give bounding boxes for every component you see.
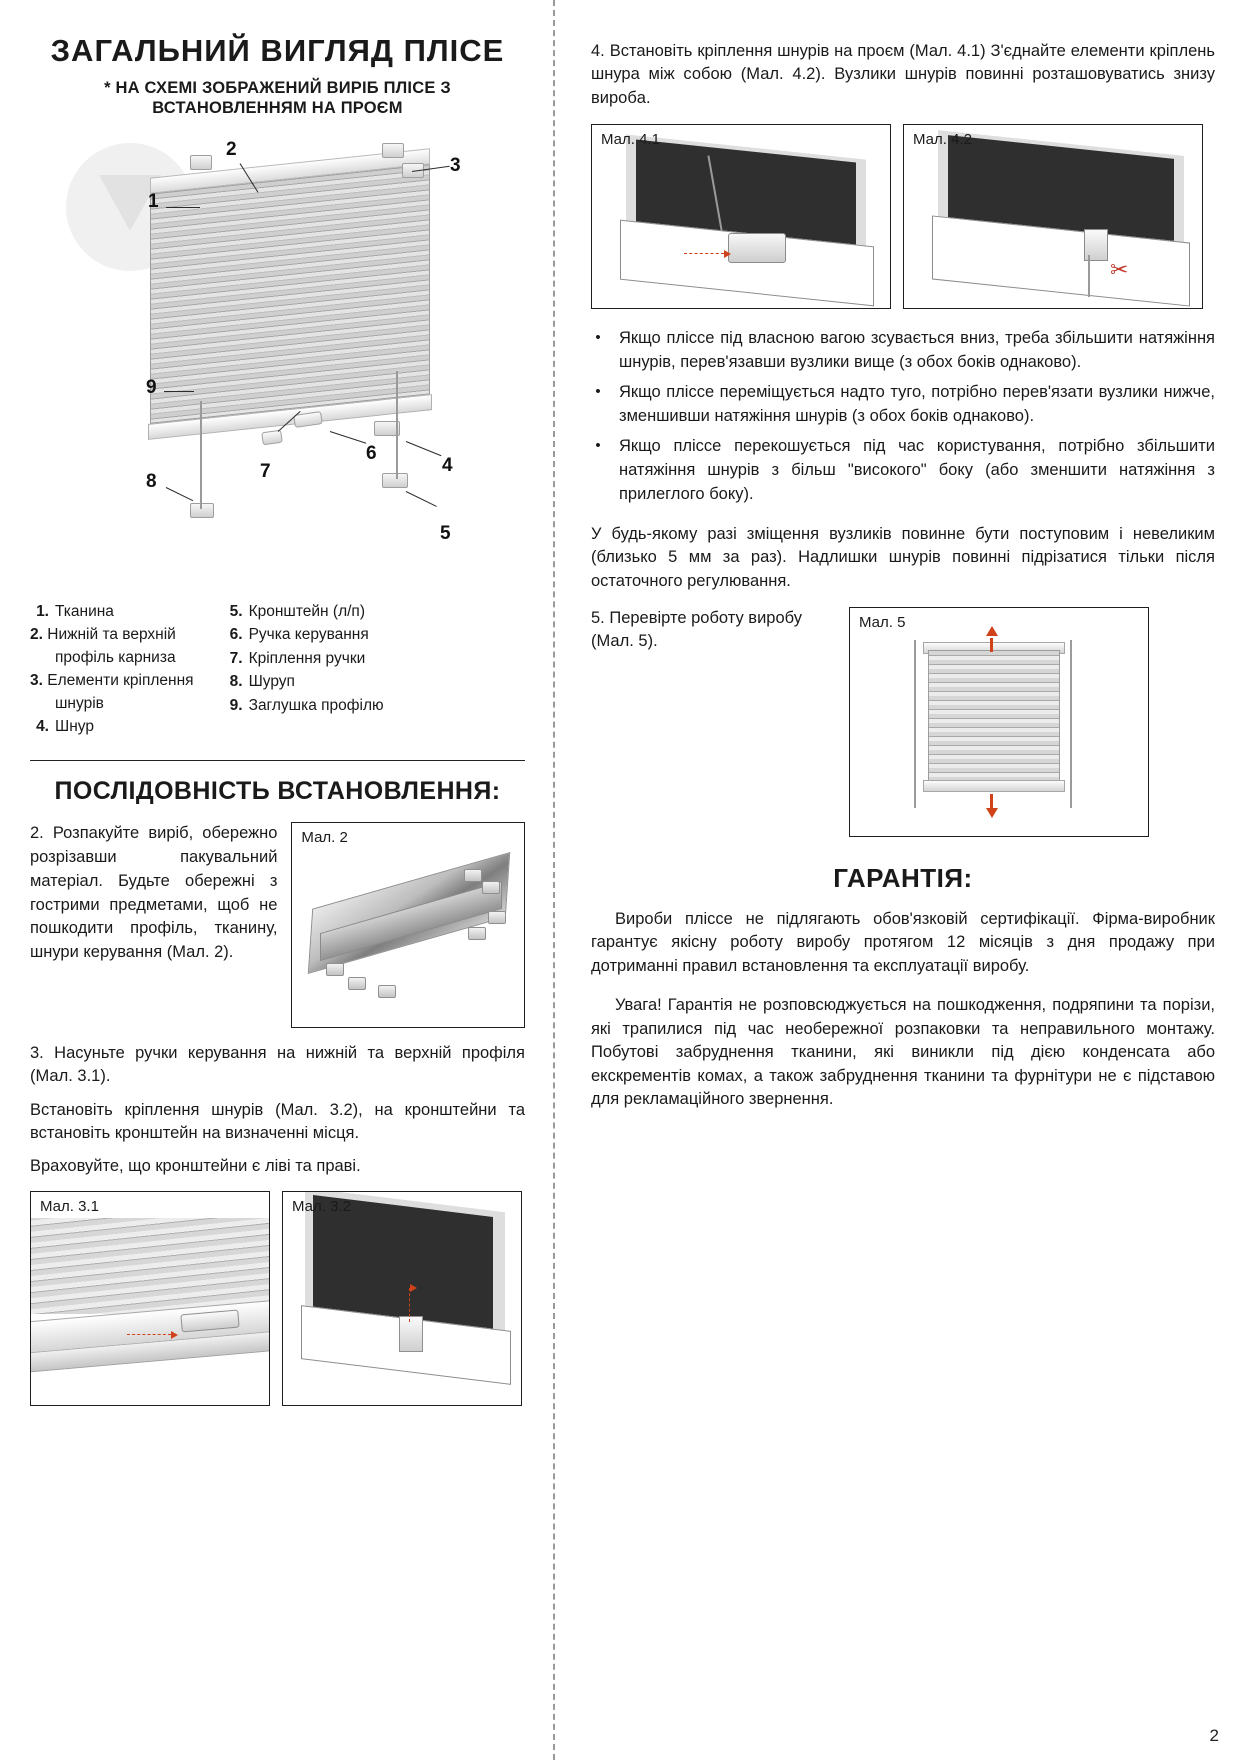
cord-fixing-element-left <box>190 155 212 170</box>
legend <box>30 601 525 740</box>
legend-label: Ручка керування <box>248 626 369 644</box>
left-column <box>0 0 553 1760</box>
arrow-up-stem <box>990 638 993 652</box>
figure-3-2-label: Мал. 3.2 <box>292 1197 351 1215</box>
callout-4: 4 <box>442 454 453 476</box>
step-5-text: 5. Перевірте роботу виробу (Мал. 5). <box>591 608 802 651</box>
list-item <box>591 381 1215 429</box>
list-item <box>591 435 1215 507</box>
figures-3-row <box>30 1191 525 1406</box>
bullet-icon: • <box>595 383 601 401</box>
figure-4-1-label: Мал. 4.1 <box>601 131 660 149</box>
legend-num: 9. <box>229 696 243 714</box>
callout-9: 9 <box>146 376 157 398</box>
figure-2-label: Мал. 2 <box>301 828 348 846</box>
page-title: ЗАГАЛЬНИЙ ВИГЛЯД ПЛІСЕ <box>50 33 505 68</box>
figure-3-1 <box>30 1191 270 1406</box>
divider <box>30 760 525 761</box>
legend-label: Заглушка профілю <box>248 696 384 714</box>
part-chip-2 <box>482 881 500 894</box>
callout-1: 1 <box>148 190 159 212</box>
callout-8: 8 <box>146 470 157 492</box>
fabric-panel <box>150 164 430 423</box>
legend-num: 5. <box>229 602 243 620</box>
legend-num: 1. <box>36 602 49 620</box>
figures-4-row <box>591 124 1215 309</box>
part-chip-1 <box>464 869 482 882</box>
list-item <box>224 695 384 717</box>
tip-text: Якщо пліссе перекошується під час користування, потрібно збільшити натяжіння шнурів з більш "високого" боку (або зменшити натяжіння з прилеглого боку). <box>619 436 1215 503</box>
arrow-down-stem <box>990 794 993 808</box>
figure-3-1-label: Мал. 3.1 <box>40 1197 99 1215</box>
pleated-blind-mini <box>928 650 1060 782</box>
part-chip-3 <box>488 911 506 924</box>
figure-4-2 <box>903 124 1203 309</box>
legend-num: 8. <box>229 673 243 691</box>
legend-num: 7. <box>229 649 243 667</box>
figure-4-2-label: Мал. 4.2 <box>913 131 972 149</box>
bottom-profile <box>923 780 1065 792</box>
legend-num: 2. <box>30 626 43 644</box>
warranty-paragraph-2: Увага! Гарантія не розповсюджується на пошкодження, подряпини та порізи, які трапилися під час необережної розпаковки та неправильного монтажу. Побутові забруднення тканини, які виникли під дією конденсата або екскрементів комах, а також забруднення тканини та фурнітури не є підставою для рекламаційного звернення. <box>591 996 1215 1108</box>
pleated-blind-illustration <box>150 164 430 423</box>
warranty-paragraph-1: Вироби пліссе не підлягають обов'язковій сертифікації. Фірма-виробник гарантує якісну роботу виробу протягом 12 місяців з дня продажу при дотриманні правил встановлення та експлуатації виробу. <box>591 909 1215 975</box>
tip-text: Якщо пліссе під власною вагою зсувається вниз, треба збільшити натяжіння шнурів, перев'язавши вузлики вище (з обох боків однаково). <box>619 329 1215 372</box>
list-item <box>30 624 194 669</box>
bullet-icon: • <box>595 329 601 347</box>
legend-label: Елементи кріплення <box>47 672 194 690</box>
cord-fixing-plate <box>728 233 786 263</box>
arrow-up-icon <box>986 626 998 636</box>
direction-arrow <box>127 1334 171 1335</box>
legend-label-cont: профіль карниза <box>55 648 176 666</box>
figure-2 <box>291 822 525 1028</box>
tip-text: Якщо пліссе переміщується надто туго, потрібно перев'язати вузлики нижче, зменшивши натяжіння шнурів (з обох боків однаково). <box>619 383 1215 426</box>
cord-bracket <box>399 1316 423 1352</box>
cord-right <box>1070 640 1072 808</box>
legend-label: Кріплення ручки <box>248 649 366 667</box>
legend-label: Шнур <box>55 718 94 736</box>
install-direction-arrow <box>409 1288 410 1322</box>
bracket-left-lower <box>190 503 214 518</box>
cord-fixing-element-right <box>382 143 404 158</box>
legend-label: Тканина <box>55 602 114 620</box>
section-title-warranty: ГАРАНТІЯ: <box>833 862 973 893</box>
legend-num: 3. <box>30 672 43 690</box>
step-3-line-3: Враховуйте, що кронштейни є ліві та праві. <box>30 1157 361 1176</box>
handle-mount <box>261 430 283 446</box>
page-subtitle: * НА СХЕМІ ЗОБРАЖЕНИЙ ВИРІБ ПЛІСЕ З ВСТАНОВЛЕННЯМ НА ПРОЄМ <box>104 78 451 118</box>
fabric-closeup <box>30 1218 270 1314</box>
callout-5: 5 <box>440 522 451 544</box>
leader-1 <box>166 207 200 208</box>
list-item <box>30 716 194 738</box>
bullet-icon: • <box>595 436 601 454</box>
callout-6: 6 <box>366 442 377 464</box>
leader-6 <box>330 431 366 444</box>
callout-2: 2 <box>226 138 237 160</box>
step-4-text: 4. Встановіть кріплення шнурів на проєм (Мал. 4.1) З'єднайте елементи кріплень шнура між собою (Мал. 4.2). Вузлики шнурів повинні розташовуватись знизу виробa. <box>591 42 1215 107</box>
section-title-sequence: ПОСЛІДОВНІСТЬ ВСТАНОВЛЕННЯ: <box>54 776 501 805</box>
legend-column-right <box>224 601 384 740</box>
leader-9 <box>164 391 194 392</box>
legend-label-cont: шнурів <box>55 694 104 712</box>
figure-3-2 <box>282 1191 522 1406</box>
direction-arrow <box>684 253 724 254</box>
list-item <box>591 327 1215 375</box>
scissors-icon: ✂ <box>1110 257 1129 283</box>
leader-4 <box>406 441 442 456</box>
list-item <box>224 624 384 646</box>
leader-8 <box>166 487 193 501</box>
figure-5-label: Мал. 5 <box>859 613 906 631</box>
list-item <box>224 671 384 693</box>
legend-label: Шуруп <box>248 673 295 691</box>
step-3-line-2: Встановіть кріплення шнурів (Мал. 3.2), на кронштейни та встановіть кронштейн на визначенні місця. <box>30 1100 525 1143</box>
figure-5 <box>849 607 1149 837</box>
part-chip-4 <box>468 927 486 940</box>
list-item <box>30 601 194 623</box>
list-item <box>224 648 384 670</box>
page-number: 2 <box>1209 1726 1219 1745</box>
list-item <box>30 670 194 715</box>
callout-3: 3 <box>450 154 461 176</box>
legend-num: 6. <box>229 626 243 644</box>
cord-end <box>1088 255 1090 297</box>
adjustment-tips-list <box>591 327 1215 506</box>
step-2-block <box>30 822 525 1028</box>
step-5-block <box>591 607 1215 837</box>
cord-left <box>914 640 916 808</box>
main-product-figure <box>30 131 525 591</box>
figure-4-1 <box>591 124 891 309</box>
part-chip-7 <box>378 985 396 998</box>
cord-left <box>200 401 202 509</box>
callout-7: 7 <box>260 460 271 482</box>
step-3-line-1: 3. Насуньте ручки керування на нижній та верхній профіля (Мал. 3.1). <box>30 1043 525 1086</box>
list-item <box>224 601 384 623</box>
legend-label: Нижній та верхній <box>47 626 176 644</box>
legend-label: Кронштейн (л/п) <box>248 602 365 620</box>
step-2-text: 2. Розпакуйте виріб, обережно розрізавши пакувальний матеріал. Будьте обережні з гострими предметами, щоб не пошкодити профіль, тканину, шнури керування (Мал. 2). <box>30 823 278 962</box>
arrow-down-icon <box>986 808 998 818</box>
legend-num: 4. <box>36 718 49 736</box>
legend-column-left <box>30 601 194 740</box>
bracket-lower-right <box>382 473 408 488</box>
leader-5 <box>406 491 437 507</box>
cord-right <box>396 371 398 479</box>
right-column <box>555 0 1245 1760</box>
part-chip-6 <box>348 977 366 990</box>
adjustment-note: У будь-якому разі зміщення вузликів повинне бути поступовим і невеликим (близько 5 мм за раз). Надлишки шнурів повинні підрізатися тільки після остаточного регулювання. <box>591 524 1215 590</box>
part-chip-5 <box>326 963 344 976</box>
